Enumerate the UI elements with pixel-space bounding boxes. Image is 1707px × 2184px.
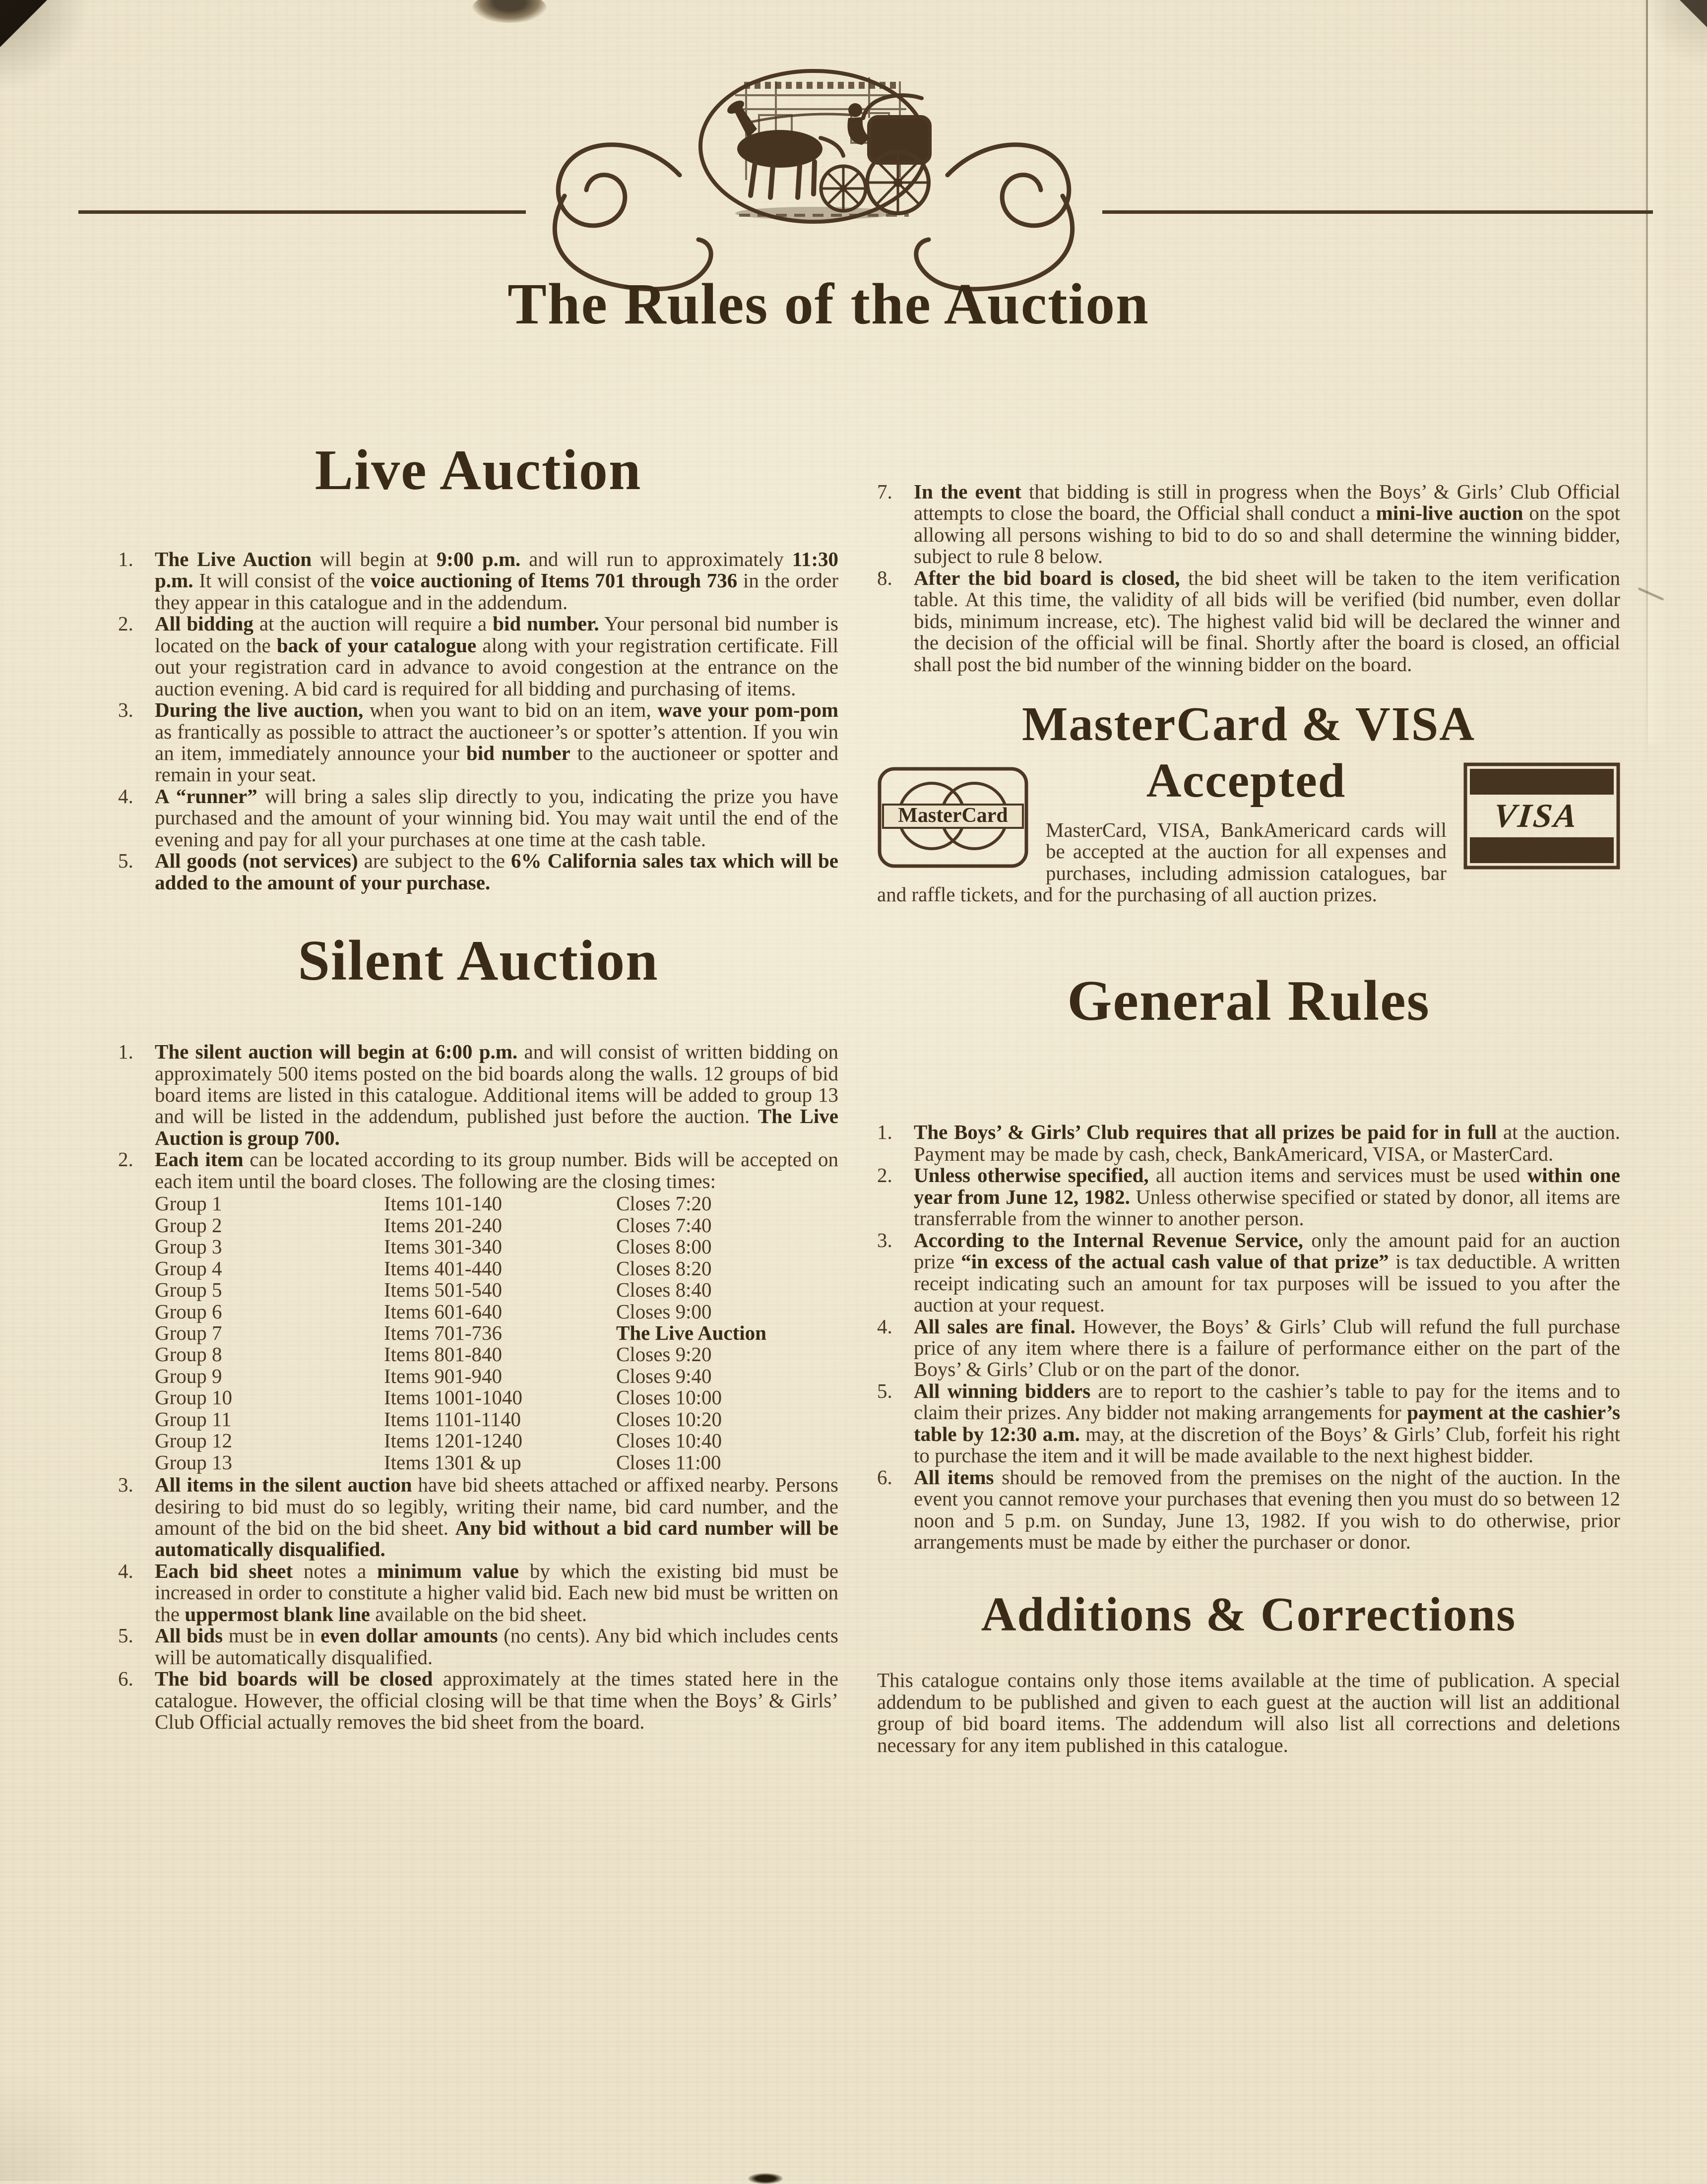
closing-time-row: Group 7 Items 701-736 The Live Auction [155, 1321, 766, 1344]
rule-item: All bids must be in even dollar amounts (no cents). Any bid which includes cents will be automatically disqualified. [155, 1624, 839, 1669]
additions-corrections-heading: Additions & Corrections [981, 1587, 1517, 1641]
rule-item: All goods (not services) are subject to the 6% California sales tax which will be added to the amount of your purchase. [155, 849, 838, 894]
payment-section [877, 698, 1620, 906]
rule-item: The silent auction will begin at 6:00 p.m. and will consist of written bidding on approximately 500 items posted on the bid boards along the walls. 12 groups of bid board items are listed in this catalogue. Additional items will be added to group 13 and will be listed in the addendum, published just before the auction. The Live Auction is group 700. [155, 1040, 838, 1149]
silent-auction-rules [118, 1041, 838, 1733]
closing-time-row: Group 10 Items 1001-1040 Closes 10:00 [155, 1386, 722, 1409]
photo-corner-shadow [1680, 0, 1707, 27]
photo-corner-shadow [0, 0, 47, 47]
rule-item: A “runner” will bring a sales slip directly to you, indicating the prize you have purchased and the amount of your winning bid. You may wait until the end of the evening and pay for all your purchases at one time at the cash table. [155, 784, 838, 851]
carriage-illustration [725, 77, 930, 220]
closing-time-row: Group 5 Items 501-540 Closes 8:40 [155, 1278, 712, 1302]
rule-item: All items in the silent auction have bid sheets attached or affixed nearby. Persons desiring to bid must do so legibly, writing their name, bid card number, and the amount of the bid on the bid sheet. Any bid without a bid card number will be automatically disqualified. [155, 1473, 839, 1561]
closing-time-row: Group 13 Items 1301 & up Closes 11:00 [155, 1450, 721, 1474]
rule-item: Unless otherwise specified, all auction items and services must be used within one year from June 12, 1982. Unless otherwise specified or stated by donor, all items are transferrable from the winner to another person. [914, 1164, 1620, 1230]
rule-item: All winning bidders are to report to the cashier’s table to pay for the items and to claim their prizes. Any bidder not making arrangements for payment at the cashier’s table by 12:30 a.m. may, at the discretion of the Boys’ & Girls’ Club, forfeit his right to purchase the item and it will be made available to the next highest bidder. [914, 1379, 1621, 1467]
closing-time-row: Group 12 Items 1201-1240 Closes 10:40 [155, 1429, 722, 1452]
visa-logo-text: VISA [1492, 797, 1581, 834]
rule-item: The Boys’ & Girls’ Club requires that all prizes be paid for in full at the auction. Payment may be made by cash, check, BankAmericard, VISA, or MasterCard. [914, 1121, 1620, 1165]
mastercard-logo-text: MasterCard [898, 804, 1008, 827]
general-rules [877, 1122, 1620, 1553]
additions-corrections-body: This catalogue contains only those items available at the time of publication. A special addendum to be published and given to each guest at the auction will list an additional group of bid board items. The addendum will also list all corrections and deletions necessary for any item published in this catalogue. [877, 1669, 1620, 1756]
closing-time-row: Group 11 Items 1101-1140 Closes 10:20 [155, 1407, 722, 1431]
rule-item: Each bid sheet notes a minimum value by which the existing bid must be increased in order to constitute a higher valid bid. Each new bid must be written on the uppermost blank line available on the bid sheet. [155, 1559, 838, 1625]
closing-time-row: Group 9 Items 901-940 Closes 9:40 [155, 1364, 712, 1387]
right-column [877, 436, 1620, 1756]
rule-item: According to the Internal Revenue Service, only the amount paid for an auction prize “in excess of the actual cash value of that prize” is tax deductible. A written receipt indicating such an amount for tax purposes will be issued to you after the auction at your request. [914, 1228, 1621, 1316]
page-stain [472, 0, 547, 23]
rule-item: The bid boards will be closed approximately at the times stated here in the catalogue. However, the official closing will be that time when the Boys’ & Girls’ Club Official actually removes the bid sheet from the board. [155, 1667, 838, 1734]
closing-time-row: Group 4 Items 401-440 Closes 8:20 [155, 1256, 712, 1280]
rule-item: The Live Auction will begin at 9:00 p.m. and will run to approximately 11:30 p.m. It will consist of the voice auctioning of Items 701 through 736 in the order they appear in this catalogue and in the addendum. [155, 547, 839, 614]
rule-item: All items should be removed from the premises on the night of the auction. In the event you cannot remove your purchases that evening then you must do so between 12 noon and 5 p.m. on Sunday, June 13, 1982. If you wish to do otherwise, prior arrangements must be made by either the purchaser or donor. [914, 1465, 1621, 1554]
silent-auction-rules-continued [877, 481, 1620, 675]
mastercard-logo [877, 766, 1029, 869]
rule-item: After the bid board is closed, the bid sheet will be taken to the item verification table. At this time, the validity of all bids will be verified (bid number, even dollar bids, minimum increase, etc). The highest valid bid will be declared the winner and the decision of the official will be final. Shortly after the board is closed, an official shall post the bid number of the winning bidder on the board. [914, 566, 1620, 676]
visa-logo [1463, 762, 1620, 870]
rule-item: During the live auction, when you want to bid on an item, wave your pom-pom as frantically as possible to attract the auctioneer’s or spotter’s attention. If you win an item, immediately announce your bid number to the auctioneer or spotter and remain in your seat. [155, 698, 838, 786]
payment-subheading: Accepted [1146, 753, 1346, 808]
live-auction-heading: Live Auction [315, 438, 642, 502]
rule-item: All sales are final. However, the Boys’ & Girls’ Club will refund the full purchase price of any item where there is a failure of performance either on the part of the Boys’ & Girls’ Club or on the part of the donor. [914, 1314, 1620, 1381]
general-rules-heading: General Rules [1067, 969, 1430, 1033]
closing-time-row: Group 2 Items 201-240 Closes 7:40 [155, 1213, 712, 1237]
payment-heading: MasterCard & VISA [1021, 697, 1476, 751]
page-crease-highlight [1648, 0, 1678, 744]
page-stain [748, 2173, 783, 2184]
silent-auction-heading: Silent Auction [298, 929, 659, 993]
closing-time-row: Group 8 Items 801-840 Closes 9:20 [155, 1343, 712, 1366]
rule-item: Each item can be located according to its group number. Bids will be accepted on each item until the board closes. The following are the closing times: Group 1 Items 101-140 Closes 7:20 Group 2 Items 201-240 Closes 7:40 Group 3 Items 301-340 Closes 8:00 Group 4 Items 401-440 Closes 8:20 Group 5 Items 501-540 Closes 8:40 Group 6 Items 601-640 Closes 9:00 Group 7 Items 701-736 The Live Auction Group 8 Items 801-840 Closes 9:20 Group 9 Items 901-940 Closes 9:40 Group 10 Items 1001-1040 Closes 10:00 Group 11 Items 1101-1140 Closes 10:20 Group 12 Items 1201-1240 Closes 10:40 Group 13 Items 1301 & up Closes 11:00 [155, 1148, 838, 1474]
live-auction-rules [118, 549, 838, 893]
payment-body: MasterCard, VISA, BankAmericard cards will be accepted at the auction for all expenses and purchases, including admission catalogues, bar and raffle tickets, and for the purchasing of all auction prizes. [877, 818, 1447, 906]
closing-time-row: Group 1 Items 101-140 Closes 7:20 [155, 1192, 712, 1215]
header-rule-left [78, 210, 526, 214]
page-title: The Rules of the Auction [507, 271, 1149, 336]
left-column [118, 436, 838, 1733]
rule-item: All bidding at the auction will require a bid number. Your personal bid number is located on the back of your catalogue along with your registration certificate. Fill out your registration card in advance to avoid congestion at the entrance on the auction evening. A bid card is required for all bidding and purchasing of items. [155, 612, 839, 700]
rule-item: In the event that bidding is still in progress when the Boys’ & Girls’ Club Official attempts to close the board, the Official shall conduct a mini-live auction on the spot allowing all persons wishing to bid to do so and shall determine the winning bidder, subject to rule 8 below. [914, 480, 1620, 568]
closing-time-row: Group 3 Items 301-340 Closes 8:00 [155, 1235, 712, 1258]
closing-times-table [155, 1193, 838, 1473]
header-rule-right [1102, 210, 1653, 214]
closing-time-row: Group 6 Items 601-640 Closes 9:00 [155, 1300, 712, 1323]
